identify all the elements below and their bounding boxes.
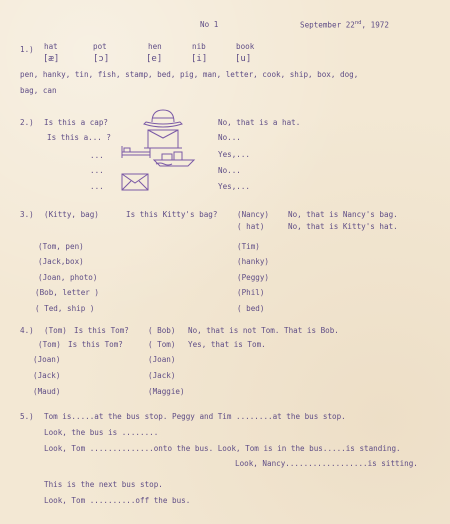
s4-left-2: (Jack) [33, 371, 61, 380]
answer-kitty-hat: No, that is Kitty's hat. [288, 222, 398, 231]
s5-line-2: Look, the bus is ........ [44, 428, 159, 437]
section-3-question: Is this Kitty's bag? [126, 210, 218, 219]
dots-2: ... [90, 166, 104, 175]
question-this-a: Is this a... ? [47, 133, 112, 142]
s3-left-3: (Joan, photo) [38, 273, 98, 282]
s3-left-2: (Jack,box) [38, 257, 84, 266]
s3-right-4: (Phil) [237, 288, 265, 297]
s5-line-1: Tom is.....at the bus stop. Peggy and Tim ........at the bus stop. [44, 412, 346, 421]
word-hen: hen [148, 42, 162, 51]
s3-left-4: (Bob, letter ) [35, 288, 100, 297]
word-hat: hat [44, 42, 58, 51]
section-3-prompt: (Kitty, bag) [44, 210, 99, 219]
dots-3: ... [90, 182, 104, 191]
letter-icon [120, 172, 150, 192]
phonetic-e: [e] [146, 54, 163, 64]
answer-nancy: No, that is Nancy's bag. [288, 210, 398, 219]
answer-3: Yes,... [218, 150, 251, 159]
s3-right-1: (Tim) [237, 242, 260, 251]
section-1-number: 1.) [20, 45, 34, 54]
s5-line-4: Look, Nancy..................is sitting. [235, 459, 418, 468]
s4-left-3: (Maud) [33, 387, 61, 396]
cue-nancy: (Nancy) [237, 210, 270, 219]
phonetic-i: [i] [191, 54, 208, 64]
word-book: book [236, 42, 255, 51]
s4-question-2: Is this Tom? [68, 340, 123, 349]
section-5-number: 5.) [20, 412, 34, 421]
bed-icon [120, 144, 152, 160]
dots-1: ... [90, 151, 104, 160]
s4-question-1: Is this Tom? [74, 326, 129, 335]
section-4-number: 4.) [20, 326, 34, 335]
word-list-line2: bag, can [20, 86, 57, 95]
answer-1: No, that is a hat. [218, 118, 301, 127]
page-number: No 1 [200, 20, 219, 29]
s4-left-1: (Joan) [33, 355, 61, 364]
s5-line-5: This is the next bus stop. [44, 480, 163, 489]
s3-left-1: (Tom, pen) [38, 242, 84, 251]
answer-5: Yes,... [218, 182, 251, 191]
s4-cue-tom-2: (Tom) [38, 340, 61, 349]
word-nib: nib [192, 42, 206, 51]
s3-right-2: (hanky) [237, 257, 270, 266]
s4-right-1: (Joan) [148, 355, 176, 364]
word-list-line1: pen, hanky, tin, fish, stamp, bed, pig, man, letter, cook, ship, box, dog, [20, 70, 359, 79]
answer-4: No... [218, 166, 241, 175]
phonetic-u: [u] [235, 54, 252, 64]
s4-answer-1: No, that is not Tom. That is Bob. [188, 326, 339, 335]
date-year: , 1972 [361, 20, 389, 30]
phonetic-ae: [æ] [43, 54, 60, 64]
section-2-number: 2.) [20, 118, 34, 127]
s4-cue-tom-3: ( Tom) [148, 340, 176, 349]
s3-left-5: ( Ted, ship ) [35, 304, 95, 313]
s3-right-5: ( bed) [237, 304, 265, 313]
word-pot: pot [93, 42, 107, 51]
s3-right-3: (Peggy) [237, 273, 270, 282]
s5-line-3: Look, Tom ..............onto the bus. Look, Tom is in the bus.....is standing. [44, 444, 401, 453]
question-cap: Is this a cap? [44, 118, 109, 127]
ship-icon [152, 148, 196, 168]
section-3-number: 3.) [20, 210, 34, 219]
s4-cue-tom-1: (Tom) [44, 326, 67, 335]
date-main: September 22 [300, 20, 355, 30]
phonetic-o: [ɔ] [93, 54, 110, 64]
s4-cue-bob: ( Bob) [148, 326, 176, 335]
s5-line-6: Look, Tom ..........off the bus. [44, 496, 191, 505]
s4-right-3: (Maggie) [148, 387, 185, 396]
page-date [300, 20, 389, 30]
date-ordinal: nd [354, 20, 362, 26]
answer-2: No... [218, 133, 241, 142]
cue-hat: ( hat) [237, 222, 265, 231]
s4-right-2: (Jack) [148, 371, 176, 380]
s4-answer-2: Yes, that is Tom. [188, 340, 266, 349]
